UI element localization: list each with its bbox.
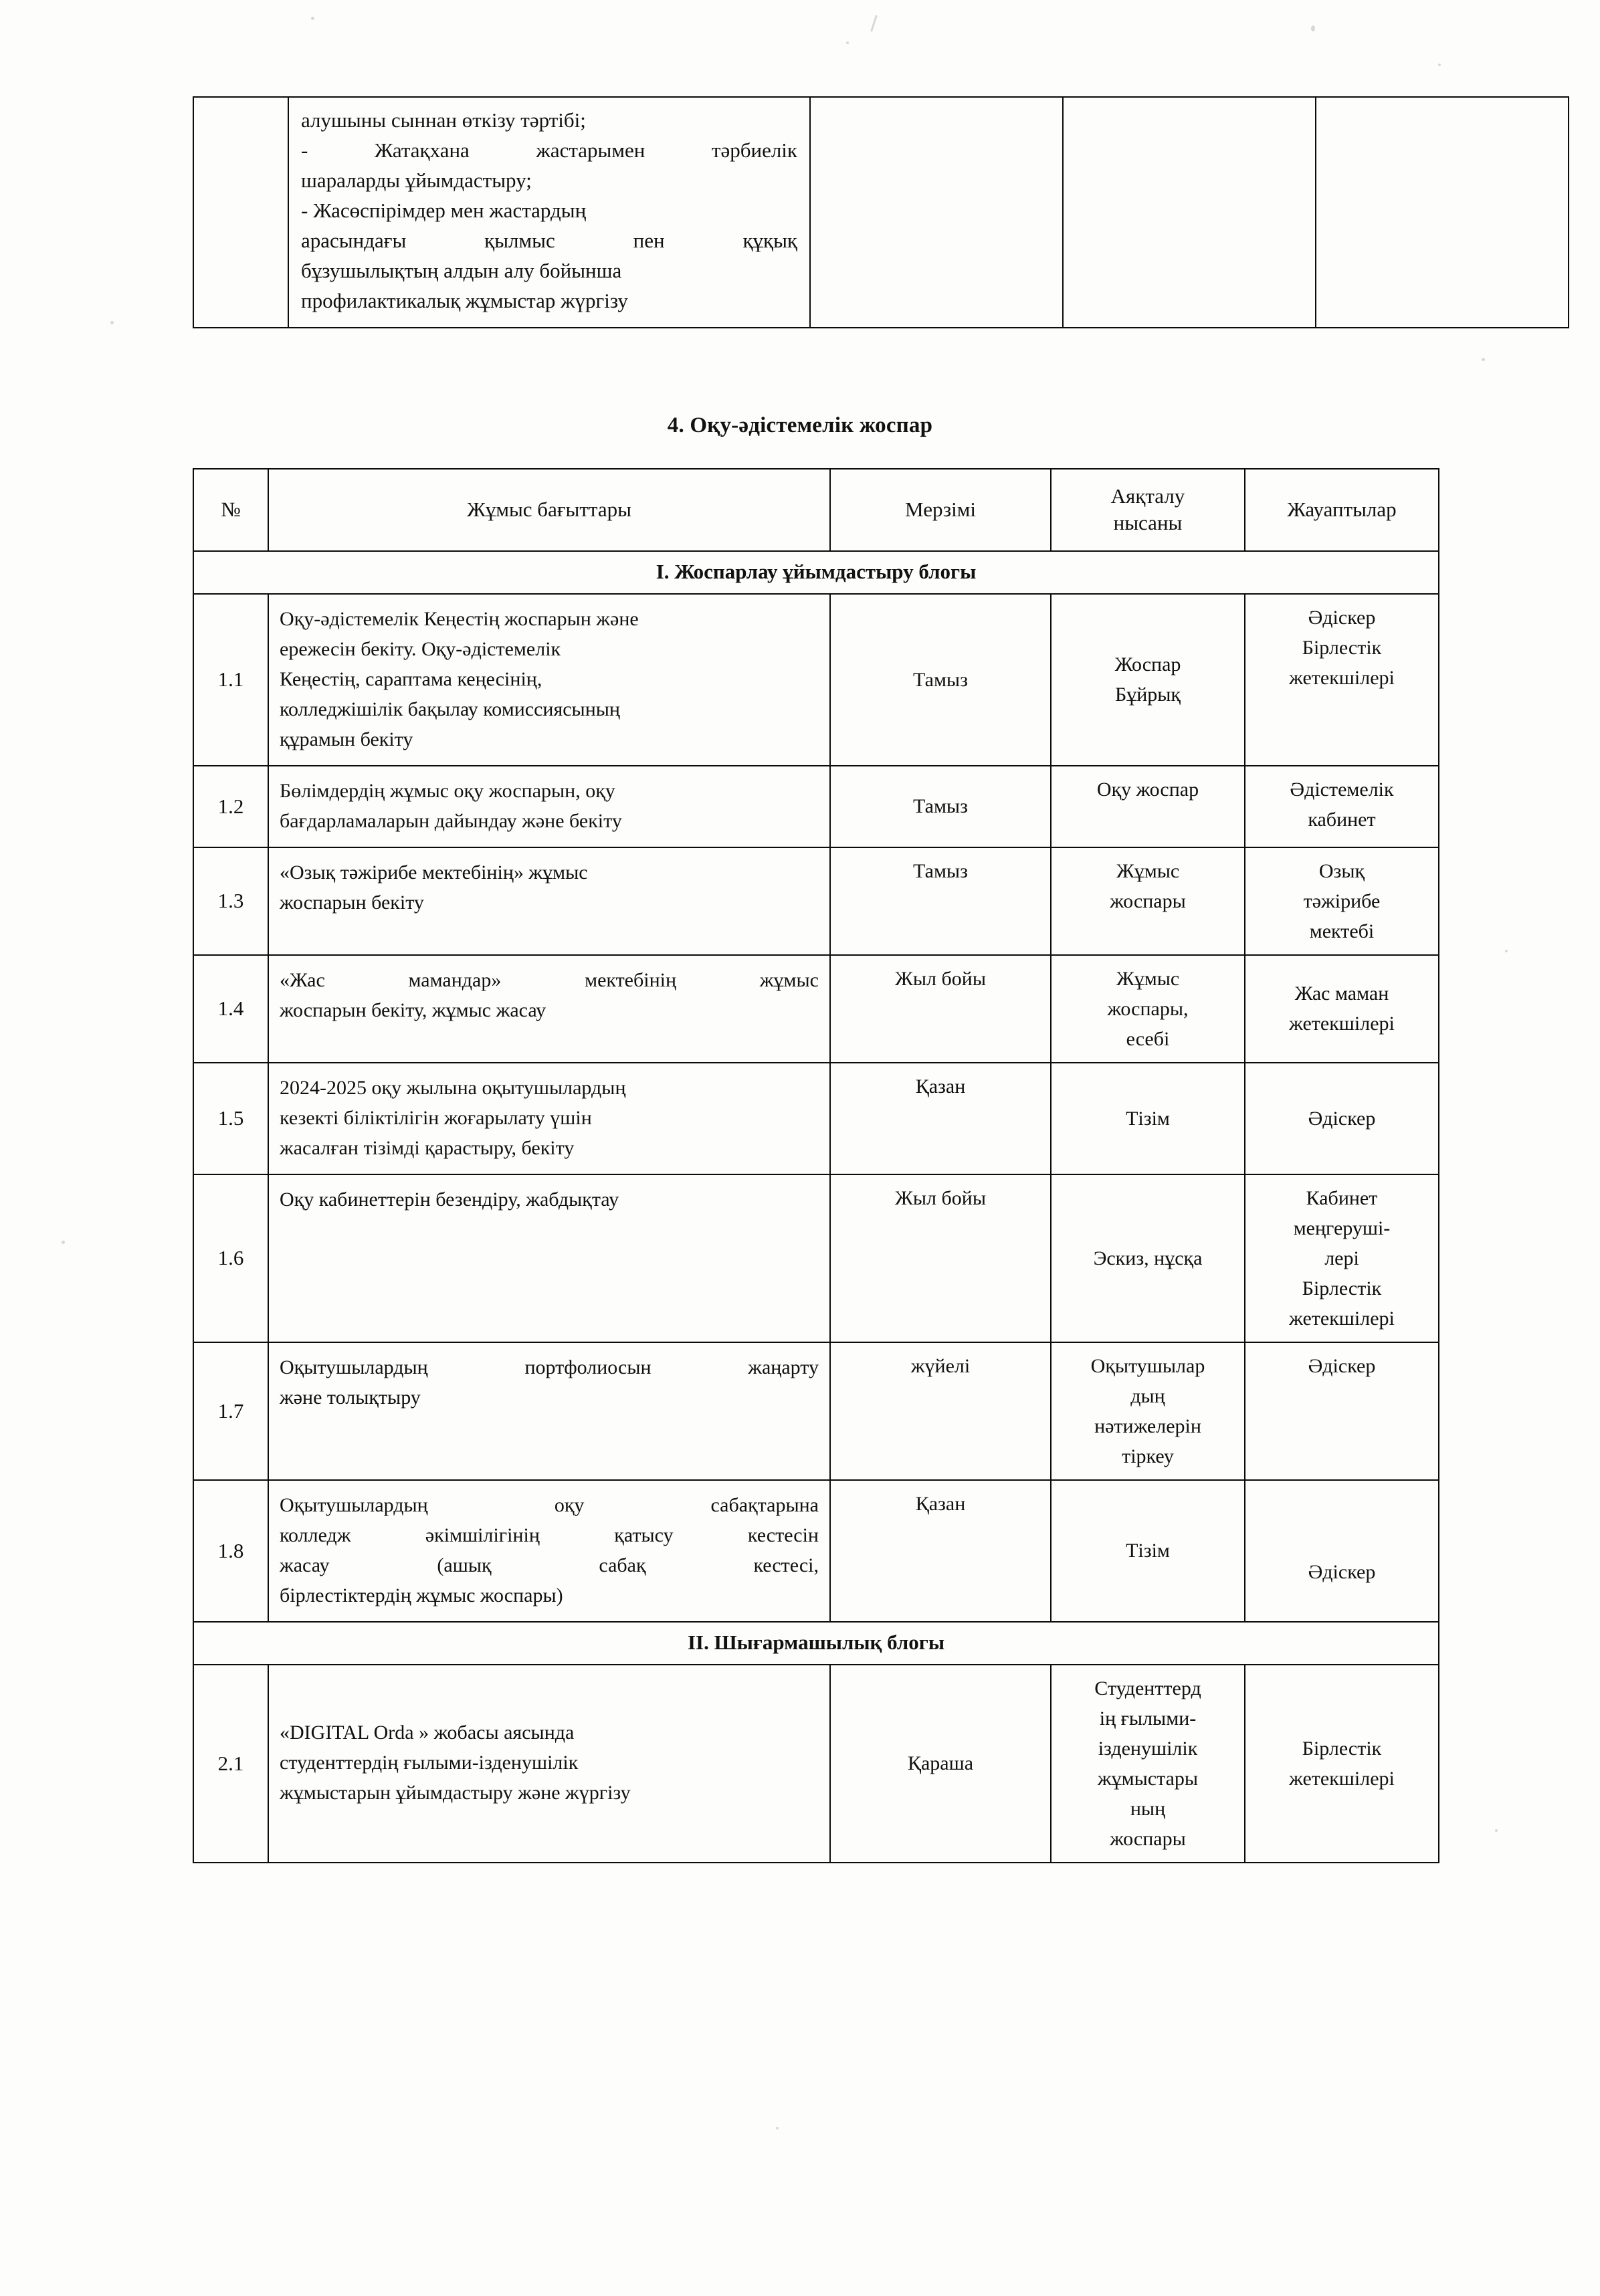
row-responsible [1245,847,1439,955]
work-line: бағдарламаларын дайындау және бекіту [280,809,622,832]
table-row [193,955,1439,1063]
row-term [830,1174,1051,1342]
scan-mark [870,15,878,32]
responsible-line: Әдіскер [1308,606,1376,629]
fragment-blank-cell [810,97,1063,328]
fragment-line: профилактикалық жұмыстар жүргізу [301,288,628,312]
word: жастарымен [536,138,645,162]
form-text [1057,1536,1239,1566]
form-text [1057,1351,1239,1471]
word: сабақтарына [710,1493,819,1516]
form-line: Оқу жоспар [1096,778,1199,801]
row-form [1051,766,1245,847]
responsible-text [1251,1351,1433,1381]
work-line: және толықтыру [280,1386,421,1408]
block-header-row [193,1622,1439,1665]
form-line: Тізім [1126,1107,1170,1130]
word: қатысу [614,1524,674,1546]
responsible-line: тәжірибе [1303,890,1381,912]
form-line: жоспары, [1107,997,1189,1020]
row-responsible [1245,1480,1439,1622]
fragment-line: - Жасөспірімдер мен жастардың [301,198,587,222]
responsible-text [1251,1514,1433,1587]
responsible-line: жетекшілері [1289,1767,1395,1790]
work-line [280,1352,819,1382]
row-number: 1.6 [193,1174,268,1342]
word: колледж [280,1524,351,1546]
fragment-line: шараларды ұйымдастыру; [301,168,532,192]
responsible-line: Әдіскер [1308,1561,1376,1584]
scan-speck [1495,1829,1498,1832]
row-work [268,766,830,847]
term-text [836,1489,1045,1519]
row-term [830,1480,1051,1622]
word: кестесін [747,1524,819,1546]
form-text [1057,856,1239,916]
row-term [830,847,1051,955]
term-line: Тамыз [913,795,968,818]
responsible-line: Бірлестік [1302,636,1382,659]
table-row [193,1174,1439,1342]
row-form [1051,1063,1245,1174]
form-line: нәтижелерін [1094,1415,1201,1437]
scan-speck [1311,25,1315,31]
table-row [193,1665,1439,1863]
continued-table-fragment [193,96,1569,328]
form-line: Тізім [1126,1540,1170,1562]
responsible-line: Бірлестік [1302,1277,1382,1299]
responsible-line: Әдістемелік [1290,778,1394,801]
word: кестесі, [753,1554,819,1576]
form-line: жұмыстары [1097,1767,1199,1790]
responsible-line: жетекшілері [1289,1013,1395,1035]
fragment-line [301,136,797,166]
form-line: Жұмыс [1116,967,1180,990]
row-term [830,594,1051,766]
work-line: 2024-2025 оқу жылына оқытушылардың [280,1076,626,1099]
form-text [1057,1673,1239,1854]
row-form [1051,1480,1245,1622]
work-line: «DIGITAL Orda » жобасы аясында [280,1721,575,1744]
row-work [268,1174,830,1342]
work-line: Бөлімдердің жұмыс оқу жоспарын, оқу [280,779,615,802]
form-line: жоспары [1110,1827,1186,1850]
form-line: Жұмыс [1116,859,1180,882]
work-text [280,1717,819,1808]
word: мектебінің [585,968,677,991]
term-text [836,1071,1045,1102]
work-line: жоспарын бекіту [280,891,424,914]
fragment-text [301,106,797,316]
work-line [280,965,819,995]
row-work [268,847,830,955]
work-line: құрамын бекіту [280,728,413,750]
row-term [830,766,1051,847]
methodical-plan-table [193,468,1439,1863]
form-line: Студенттерд [1094,1677,1201,1699]
word: - [301,138,308,162]
table-row [193,97,1569,328]
row-number: 2.1 [193,1665,268,1863]
row-responsible [1245,955,1439,1063]
term-text [836,1351,1045,1381]
scan-speck [110,321,114,324]
term-line: жүйелі [910,1354,971,1377]
word: «Жас [280,968,325,991]
work-line: колледжішілік бақылау комиссиясының [280,698,620,720]
fragment-blank-cell [1063,97,1316,328]
word: сабақ [599,1554,646,1576]
work-line [280,1520,819,1550]
form-line: Эскиз, нұсқа [1093,1247,1203,1269]
block-1-title: I. Жоспарлау ұйымдастыру блогы [193,551,1439,594]
table-row [193,766,1439,847]
work-text [280,1490,819,1610]
work-line: жоспарын бекіту, жұмыс жасау [280,999,546,1021]
table-row [193,1480,1439,1622]
row-work [268,955,830,1063]
term-line: Тамыз [913,668,968,691]
responsible-line: жетекшілері [1289,666,1395,689]
table-row [193,594,1439,766]
responsible-line: Әдіскер [1308,1107,1376,1130]
form-line: дың [1130,1384,1165,1407]
word: қылмыс [484,228,555,252]
term-text [836,791,1045,821]
form-text [1057,774,1239,805]
row-responsible [1245,1063,1439,1174]
form-line: ізденушілік [1098,1737,1198,1760]
responsible-line: мектебі [1309,920,1375,942]
term-line: Қазан [915,1075,966,1098]
form-text [1057,1243,1239,1273]
work-line: Кеңестің, сараптама кеңесінің, [280,667,542,690]
word: Оқытушылардың [280,1356,428,1378]
scan-speck [62,1241,65,1244]
responsible-text [1251,1104,1433,1134]
responsible-line: Әдіскер [1308,1354,1376,1377]
header-completion-form-line2: нысаны [1113,511,1183,535]
work-line: Оқу-әдістемелік Кеңестің жоспарын және [280,607,639,630]
row-form [1051,594,1245,766]
row-form [1051,1174,1245,1342]
row-responsible [1245,1342,1439,1480]
work-line: жұмыстарын ұйымдастыру және жүргізу [280,1782,631,1804]
row-form [1051,847,1245,955]
responsible-line: меңгеруші- [1293,1217,1391,1239]
responsible-text [1251,603,1433,693]
form-line: жоспары [1110,890,1186,912]
fragment-line [301,226,797,256]
term-line: Қазан [915,1492,966,1515]
row-work [268,1665,830,1863]
word: (ашық [437,1554,492,1576]
fragment-line: бұзушылықтың алдын алу бойынша [301,258,622,282]
row-form [1051,1342,1245,1480]
term-text [836,665,1045,695]
word: арасындағы [301,228,407,252]
row-form [1051,955,1245,1063]
work-line: жасалған тізімді қарастыру, бекіту [280,1136,575,1159]
row-work [268,1063,830,1174]
term-line: Тамыз [913,859,968,882]
row-responsible [1245,1665,1439,1863]
scan-speck [1438,64,1441,66]
work-text [280,604,819,754]
work-line: студенттердің ғылыми-ізденушілік [280,1752,579,1774]
word: портфолиосын [524,1356,652,1378]
row-responsible [1245,766,1439,847]
header-work-directions: Жұмыс бағыттары [268,469,830,551]
row-number: 1.7 [193,1342,268,1480]
term-line: Жыл бойы [895,1186,986,1209]
row-number: 1.1 [193,594,268,766]
form-line: тіркеу [1122,1445,1174,1467]
block-2-title: II. Шығармашылық блогы [193,1622,1439,1665]
word: пен [633,228,665,252]
word: тәрбиелік [711,138,797,162]
row-work [268,1480,830,1622]
row-number: 1.3 [193,847,268,955]
form-line: ның [1130,1797,1166,1820]
scan-speck [1482,358,1485,361]
row-number: 1.5 [193,1063,268,1174]
word: жұмыс [759,968,819,991]
row-responsible [1245,1174,1439,1342]
word: құқық [742,228,797,252]
header-term: Мерзімі [830,469,1051,551]
fragment-blank-cell [1316,97,1569,328]
row-number: 1.4 [193,955,268,1063]
work-line: Оқу кабинеттерін безендіру, жабдықтау [280,1188,619,1211]
work-line [280,1490,819,1520]
work-line: кезекті біліктілігін жоғарылату үшін [280,1106,592,1129]
responsible-text [1251,978,1433,1039]
work-text [280,857,819,918]
responsible-text [1251,1183,1433,1334]
row-term [830,1665,1051,1863]
term-text [836,1183,1045,1213]
table-row [193,1063,1439,1174]
form-text [1057,1104,1239,1134]
header-completion-form [1051,469,1245,551]
table-row [193,1342,1439,1480]
word: жаңарту [748,1356,819,1378]
word: жасау [280,1554,330,1576]
responsible-text [1251,856,1433,946]
responsible-line: кабинет [1308,808,1376,831]
responsible-line: Жас маман [1294,982,1389,1005]
form-text [1057,649,1239,710]
row-number: 1.8 [193,1480,268,1622]
form-line: Оқытушылар [1090,1354,1205,1377]
row-form [1051,1665,1245,1863]
scan-speck [776,2127,779,2129]
form-line: ің ғылыми- [1099,1707,1197,1730]
responsible-line: Кабинет [1306,1186,1378,1209]
row-term [830,1342,1051,1480]
scan-speck [311,17,314,20]
work-text [280,1184,819,1215]
form-line: Бұйрық [1114,684,1181,706]
word: Оқытушылардың [280,1493,428,1516]
block-header-row [193,551,1439,594]
term-line: Жыл бойы [895,967,986,990]
word: Жатақхана [374,138,470,162]
table-header-row [193,469,1439,551]
row-responsible [1245,594,1439,766]
responsible-line: жетекшілері [1289,1307,1395,1330]
fragment-text-cell [288,97,810,328]
scan-speck [1505,950,1508,952]
header-completion-form-line1: Аяқталу [1110,484,1185,508]
work-text [280,965,819,1025]
responsible-line: Бірлестік [1302,1737,1382,1760]
responsible-line: Озық [1318,859,1365,882]
responsible-text [1251,1734,1433,1794]
table-row [193,847,1439,955]
header-responsible: Жауаптылар [1245,469,1439,551]
header-number: № [193,469,268,551]
work-text [280,776,819,836]
scan-speck [846,41,849,44]
form-text [1057,964,1239,1054]
term-text [836,856,1045,886]
term-text [836,1748,1045,1778]
responsible-line: лері [1324,1247,1359,1269]
row-work [268,1342,830,1480]
word: оқу [554,1493,585,1516]
work-text [280,1352,819,1413]
row-term [830,955,1051,1063]
form-line: есебі [1126,1027,1170,1050]
row-term [830,1063,1051,1174]
word: әкімшілігінің [425,1524,540,1546]
fragment-line: алушыны сыннан өткізу тәртібі; [301,108,586,132]
term-text [836,964,1045,994]
form-line: Жоспар [1114,653,1181,676]
responsible-text [1251,774,1433,835]
term-line: Қараша [907,1752,974,1775]
work-text [280,1073,819,1163]
word: мамандар» [408,968,502,991]
work-line: бірлестіктердің жұмыс жоспары) [280,1584,563,1606]
fragment-number-cell [193,97,288,328]
work-line: ережесін бекіту. Оқу-әдістемелік [280,637,561,660]
work-line: «Озық тәжірибе мектебінің» жұмыс [280,861,588,883]
work-line [280,1550,819,1580]
row-work [268,594,830,766]
row-number: 1.2 [193,766,268,847]
section-heading: 4. Оқу-әдістемелік жоспар [667,413,933,437]
